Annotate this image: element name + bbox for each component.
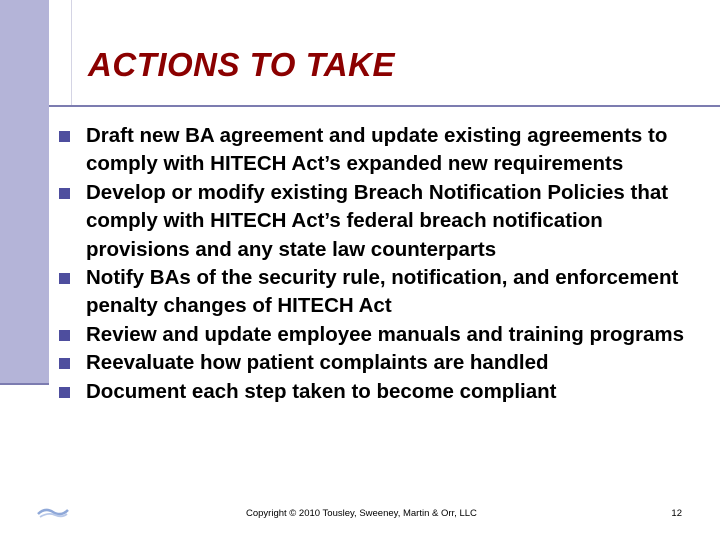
bullet-text: Document each step taken to become compliant	[86, 379, 557, 403]
square-bullet-icon	[59, 358, 70, 369]
bullet-text: Review and update employee manuals and training programs	[86, 322, 685, 346]
bullet-text: Develop or modify existing Breach Notification Policies that comply with HITECH Act’s federal breach notification provisions and any state law counterparts	[86, 180, 669, 261]
bullet-list	[56, 122, 706, 406]
title-vertical-line	[71, 0, 72, 105]
bullet-item	[56, 179, 706, 264]
square-bullet-icon	[59, 387, 70, 398]
square-bullet-icon	[59, 131, 70, 142]
bullet-text: Draft new BA agreement and update existing agreements to comply with HITECH Act’s expanded new requirements	[86, 124, 668, 176]
square-bullet-icon	[59, 273, 70, 284]
company-logo-icon	[36, 505, 70, 519]
bullet-item	[56, 349, 706, 377]
copyright-footer: Copyright © 2010 Tousley, Sweeney, Martin & Orr, LLC	[246, 508, 477, 519]
bullet-text: Reevaluate how patient complaints are handled	[86, 351, 549, 375]
bullet-item	[56, 378, 706, 406]
bullet-item	[56, 321, 706, 349]
decorative-side-bar	[0, 0, 49, 383]
square-bullet-icon	[59, 330, 70, 341]
bullet-item	[56, 264, 706, 321]
bullet-text: Notify BAs of the security rule, notification, and enforcement penalty changes of HITECH Act	[86, 266, 679, 318]
side-bar-divider	[0, 383, 49, 385]
slide-title: ACTIONS TO TAKE	[88, 46, 395, 83]
square-bullet-icon	[59, 188, 70, 199]
title-divider	[49, 105, 720, 107]
page-number: 12	[671, 508, 682, 519]
bullet-item	[56, 122, 706, 179]
